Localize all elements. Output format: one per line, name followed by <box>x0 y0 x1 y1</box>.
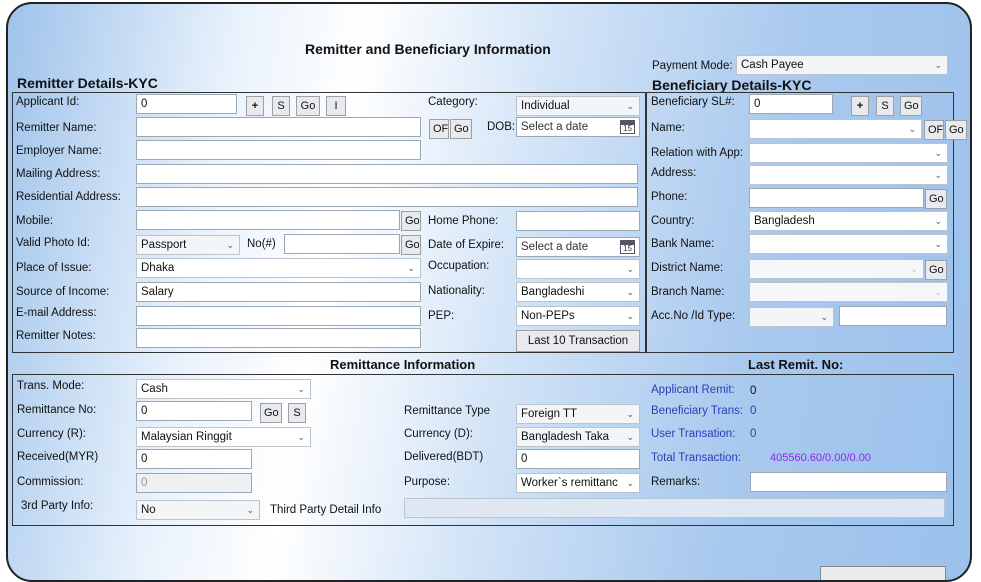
received-label: Received(MYR) <box>17 451 99 463</box>
source-of-income-input[interactable]: Salary <box>136 282 421 302</box>
chevron-down-icon: ⌄ <box>626 287 634 297</box>
remittance-heading: Remittance Information <box>330 357 476 372</box>
chevron-down-icon: ⌄ <box>626 432 634 442</box>
photo-id-no-input[interactable] <box>284 234 400 254</box>
info-applicant-button[interactable]: I <box>326 96 346 116</box>
chevron-down-icon: ⌄ <box>934 239 942 249</box>
branch-name-select[interactable] <box>749 282 948 302</box>
chevron-down-icon: ⌄ <box>246 505 254 515</box>
remittance-no-label: Remittance No: <box>17 404 97 416</box>
currency-r-label: Currency (R): <box>17 428 87 440</box>
occupation-label: Occupation: <box>428 260 490 272</box>
last-10-transaction-button[interactable]: Last 10 Transaction <box>516 330 640 352</box>
country-label: Country: <box>651 215 695 227</box>
chevron-down-icon: ⌄ <box>626 478 634 488</box>
photo-id-type-select[interactable]: Passport ⌄ <box>136 235 240 255</box>
beneficiary-address-select[interactable] <box>749 165 948 185</box>
chevron-down-icon: ⌄ <box>297 432 305 442</box>
source-of-income-label: Source of Income: <box>16 286 110 298</box>
applicant-remit-value: 0 <box>750 385 757 397</box>
chevron-down-icon: ⌄ <box>626 101 634 111</box>
go-remittance-button[interactable]: Go <box>260 403 282 423</box>
bank-name-label: Bank Name: <box>651 238 715 250</box>
third-party-detail-input[interactable] <box>404 498 945 518</box>
third-party-detail-label: Third Party Detail Info <box>270 504 382 516</box>
place-of-issue-label: Place of Issue: <box>16 262 92 274</box>
dob-datepicker[interactable]: Select a date 15 <box>516 117 640 137</box>
go-name-button[interactable]: Go <box>450 119 472 139</box>
currency-r-select[interactable]: Malaysian Ringgit ⌄ <box>136 427 311 447</box>
remarks-input[interactable] <box>750 472 947 492</box>
district-name-select[interactable] <box>749 259 924 279</box>
user-transaction-label: User Transation: <box>651 428 736 440</box>
acc-no-label: Acc.No /Id Type: <box>651 310 736 322</box>
remitter-notes-input[interactable] <box>136 328 421 348</box>
valid-photo-id-label: Valid Photo Id: <box>16 237 90 249</box>
remittance-no-input[interactable]: 0 <box>136 401 252 421</box>
beneficiary-heading: Beneficiary Details-KYC <box>652 77 812 93</box>
applicant-id-label: Applicant Id: <box>16 96 80 108</box>
chevron-down-icon: ⌄ <box>297 384 305 394</box>
country-select[interactable]: Bangladesh ⌄ <box>749 211 948 231</box>
beneficiary-address-label: Address: <box>651 167 697 179</box>
remarks-label: Remarks: <box>651 476 701 488</box>
chevron-down-icon: ⌄ <box>910 264 918 274</box>
category-label: Category: <box>428 96 478 108</box>
chevron-down-icon: ⌄ <box>407 263 415 273</box>
beneficiary-sl-label: Beneficiary SL#: <box>651 96 735 108</box>
currency-d-select[interactable]: Bangladesh Taka ⌄ <box>516 427 640 447</box>
email-input[interactable] <box>136 306 421 326</box>
payment-mode-label: Payment Mode: <box>652 60 733 72</box>
chevron-down-icon: ⌄ <box>626 264 634 274</box>
main-window <box>6 2 972 582</box>
add-beneficiary-button[interactable]: + <box>851 96 869 116</box>
calendar-icon[interactable]: 15 <box>620 120 635 134</box>
calendar-icon[interactable]: 15 <box>620 240 635 254</box>
mobile-input[interactable] <box>136 210 400 230</box>
employer-name-label: Employer Name: <box>16 145 102 157</box>
employer-name-input[interactable] <box>136 140 421 160</box>
go-beneficiary-button[interactable]: Go <box>900 96 922 116</box>
third-party-label: 3rd Party Info: <box>21 500 94 512</box>
chevron-down-icon: ⌄ <box>626 311 634 321</box>
commission-input[interactable]: 0 <box>136 473 252 493</box>
beneficiary-trans-value: 0 <box>750 405 757 417</box>
chevron-down-icon: ⌄ <box>626 409 634 419</box>
home-phone-input[interactable] <box>516 211 640 231</box>
beneficiary-sl-input[interactable]: 0 <box>749 94 833 114</box>
commission-label: Commission: <box>17 476 84 488</box>
purpose-label: Purpose: <box>404 476 451 488</box>
chevron-down-icon: ⌄ <box>226 240 234 250</box>
remitter-name-label: Remitter Name: <box>16 122 97 134</box>
search-applicant-button[interactable]: S <box>272 96 290 116</box>
chevron-down-icon: ⌄ <box>934 216 942 226</box>
beneficiary-name-select[interactable] <box>749 119 922 139</box>
home-phone-label: Home Phone: <box>428 215 499 227</box>
add-applicant-button[interactable]: + <box>246 96 264 116</box>
search-beneficiary-button[interactable]: S <box>876 96 894 116</box>
remitter-name-input[interactable] <box>136 117 421 137</box>
residential-address-input[interactable] <box>136 187 638 207</box>
of-button[interactable]: OF <box>429 119 449 139</box>
currency-d-label: Currency (D): <box>404 428 474 440</box>
id-type-select[interactable] <box>749 307 834 327</box>
place-of-issue-select[interactable]: Dhaka ⌄ <box>136 258 421 278</box>
total-transaction-value: 405560.60/0.00/0.00 <box>770 452 871 464</box>
mobile-label: Mobile: <box>16 215 54 227</box>
go-photo-id-button[interactable]: Go <box>401 235 421 255</box>
email-label: E-mail Address: <box>16 307 97 319</box>
mailing-address-label: Mailing Address: <box>16 168 101 180</box>
pep-select[interactable]: Non-PEPs ⌄ <box>516 306 640 326</box>
occupation-select[interactable] <box>516 259 640 279</box>
dob-label: DOB: <box>487 121 516 133</box>
search-remittance-button[interactable]: S <box>288 403 306 423</box>
relation-select[interactable] <box>749 143 948 163</box>
beneficiary-phone-label: Phone: <box>651 191 688 203</box>
bank-name-select[interactable] <box>749 234 948 254</box>
total-transaction-label: Total Transaction: <box>651 452 742 464</box>
applicant-id-input[interactable]: 0 <box>136 94 237 114</box>
acc-no-input[interactable] <box>839 306 947 326</box>
branch-name-label: Branch Name: <box>651 286 725 298</box>
nationality-label: Nationality: <box>428 285 485 297</box>
delivered-label: Delivered(BDT) <box>404 451 484 463</box>
remitter-heading: Remitter Details-KYC <box>17 75 158 91</box>
district-name-label: District Name: <box>651 262 724 274</box>
nationality-select[interactable]: Bangladeshi ⌄ <box>516 282 640 302</box>
expire-datepicker[interactable]: Select a date 15 <box>516 237 640 257</box>
go-beneficiary-phone-button[interactable]: Go <box>925 189 947 209</box>
chevron-down-icon: ⌄ <box>934 148 942 158</box>
beneficiary-name-label: Name: <box>651 122 685 134</box>
page-title: Remitter and Beneficiary Information <box>305 41 551 57</box>
go-district-button[interactable]: Go <box>925 260 947 280</box>
third-party-select[interactable]: No ⌄ <box>136 500 260 520</box>
photo-id-no-label: No(#) <box>247 238 276 250</box>
chevron-down-icon: ⌄ <box>934 170 942 180</box>
go-mobile-button[interactable]: Go <box>401 211 421 231</box>
purpose-select[interactable]: Worker`s remittanc ⌄ <box>516 473 640 493</box>
beneficiary-go-name-button[interactable]: Go <box>945 120 967 140</box>
last-remit-heading: Last Remit. No: <box>748 357 844 372</box>
chevron-down-icon: ⌄ <box>908 124 916 134</box>
remittance-type-label: Remittance Type <box>404 405 491 417</box>
remittance-type-select[interactable]: Foreign TT ⌄ <box>516 404 640 424</box>
trans-mode-label: Trans. Mode: <box>17 380 85 392</box>
user-transaction-value: 0 <box>750 428 757 440</box>
mailing-address-input[interactable] <box>136 164 638 184</box>
beneficiary-of-button[interactable]: OF <box>924 120 944 140</box>
beneficiary-trans-label: Beneficiary Trans: <box>651 405 744 417</box>
chevron-down-icon: ⌄ <box>934 60 942 70</box>
applicant-remit-label: Applicant Remit: <box>651 384 735 396</box>
remitter-notes-label: Remitter Notes: <box>16 330 96 342</box>
delivered-input[interactable]: 0 <box>516 449 640 469</box>
pep-label: PEP: <box>428 310 455 322</box>
date-of-expire-label: Date of Expire: <box>428 239 505 251</box>
category-select[interactable]: Individual ⌄ <box>516 96 640 116</box>
received-input[interactable]: 0 <box>136 449 252 469</box>
bottom-button[interactable] <box>820 566 946 582</box>
chevron-down-icon: ⌄ <box>820 312 828 322</box>
payment-mode-select[interactable]: Cash Payee ⌄ <box>736 55 948 75</box>
trans-mode-select[interactable]: Cash ⌄ <box>136 379 311 399</box>
chevron-down-icon: ⌄ <box>934 287 942 297</box>
go-applicant-button[interactable]: Go <box>296 96 320 116</box>
relation-label: Relation with App: <box>651 147 744 159</box>
residential-address-label: Residential Address: <box>16 191 121 203</box>
beneficiary-phone-input[interactable] <box>749 188 924 208</box>
